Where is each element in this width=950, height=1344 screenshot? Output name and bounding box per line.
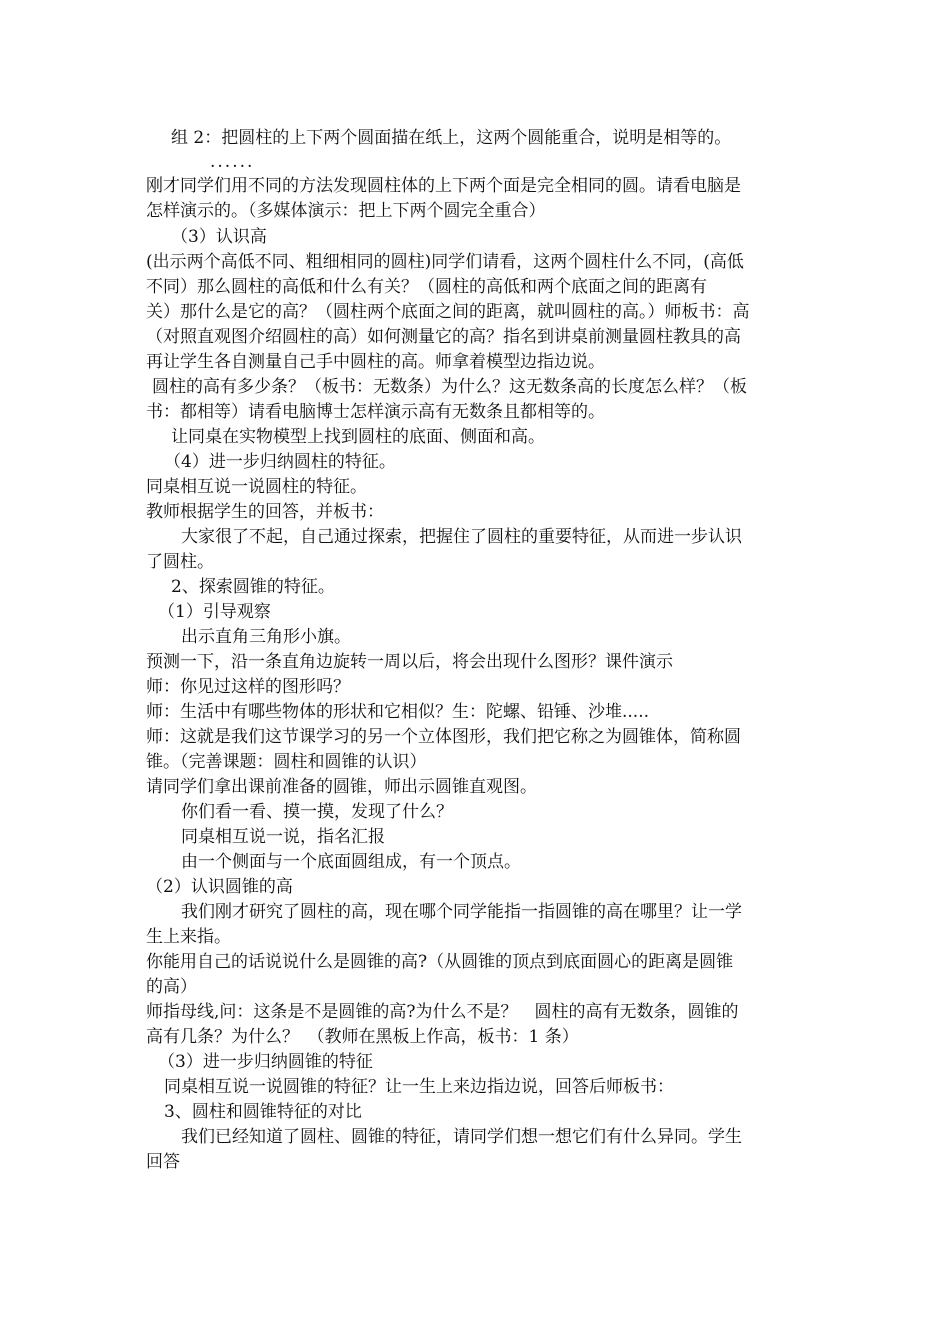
text-line: 大家很了不起，自己通过探索，把握住了圆柱的重要特征，从而进一步认识 <box>181 527 742 547</box>
text-line: 怎样演示的。（多媒体演示：把上下两个圆完全重合） <box>146 201 546 221</box>
text-line: 你能用自己的话说说什么是圆锥的高?（从圆锥的顶点到底面圆心的距离是圆锥 <box>146 952 734 972</box>
section-heading: 2、探索圆锥的特征。 <box>171 577 335 597</box>
text-line: (出示两个高低不同、粗细相同的圆柱)同学们请看，这两个圆柱什么不同，(高低 <box>146 252 744 272</box>
text-line: 关）那什么是它的高？（圆柱两个底面之间的距离，就叫圆柱的高。）师板书：高 <box>146 302 750 322</box>
text-line: 师：这就是我们这节课学习的另一个立体图形，我们把它称之为圆锥体，简称圆 <box>146 727 741 747</box>
text-line: 回答 <box>146 1152 180 1172</box>
text-line: 组 2：把圆柱的上下两个圆面描在纸上，这两个圆能重合，说明是相等的。 <box>171 128 732 148</box>
section-heading: （2）认识圆锥的高 <box>146 877 293 897</box>
ellipsis-line: ...... <box>210 152 255 172</box>
text-line: 同桌相互说一说圆锥的特征？让一生上来边指边说，回答后师板书： <box>164 1077 674 1097</box>
text-line: 你们看一看、摸一摸，发现了什么？ <box>181 802 453 822</box>
text-line: 预测一下，沿一条直角边旋转一周以后，将会出现什么图形？课件演示 <box>146 652 673 672</box>
text-line: 锥。（完善课题：圆柱和圆锥的认识） <box>146 752 427 772</box>
text-line: 不同）那么圆柱的高低和什么有关？（圆柱的高低和两个底面之间的距离有 <box>146 277 707 297</box>
text-line: 书：都相等）请看电脑博士怎样演示高有无数条且都相等的。 <box>146 402 605 422</box>
text-line: 再让学生各自测量自己手中圆柱的高。师拿着模型边指边说。 <box>146 352 605 372</box>
text-line: 请同学们拿出课前准备的圆锥，师出示圆锥直观图。 <box>146 777 537 797</box>
text-line: 刚才同学们用不同的方法发现圆柱体的上下两个面是完全相同的圆。请看电脑是 <box>146 176 741 196</box>
text-line: 生上来指。 <box>146 927 231 947</box>
section-heading: （3）认识高 <box>171 227 267 247</box>
text-line: 我们刚才研究了圆柱的高，现在哪个同学能指一指圆锥的高在哪里？让一学 <box>181 902 742 922</box>
section-heading: （1）引导观察 <box>158 602 271 622</box>
text-line: （对照直观图介绍圆柱的高）如何测量它的高？指名到讲桌前测量圆柱教具的高 <box>146 327 741 347</box>
text-line: 由一个侧面与一个底面圆组成，有一个顶点。 <box>181 852 521 872</box>
text-line: 教师根据学生的回答，并板书： <box>146 502 384 522</box>
text-line: 师指母线,问：这条是不是圆锥的高?为什么不是？ 圆柱的高有无数条，圆锥的 <box>146 1002 739 1022</box>
text-line: 同桌相互说一说圆柱的特征。 <box>146 477 367 497</box>
section-heading: （3）进一步归纳圆锥的特征 <box>158 1052 373 1072</box>
text-line: 的高） <box>146 977 197 997</box>
text-line: 师：生活中有哪些物体的形状和它相似？生：陀螺、铅锤、沙堆..... <box>146 702 650 722</box>
text-line: 出示直角三角形小旗。 <box>181 627 351 647</box>
text-line: 让同桌在实物模型上找到圆柱的底面、侧面和高。 <box>171 427 545 447</box>
section-heading: （4）进一步归纳圆柱的特征。 <box>164 452 396 472</box>
text-line: 圆柱的高有多少条？（板书：无数条）为什么？这无数条高的长度怎么样？（板 <box>152 377 747 397</box>
section-heading: 3、圆柱和圆锥特征的对比 <box>164 1102 362 1122</box>
text-line: 了圆柱。 <box>146 552 214 572</box>
text-line: 师：你见过这样的图形吗？ <box>146 677 350 697</box>
text-line: 高有几条？为什么？ （教师在黑板上作高，板书：1 条） <box>146 1027 579 1047</box>
text-line: 同桌相互说一说，指名汇报 <box>181 827 385 847</box>
text-line: 我们已经知道了圆柱、圆锥的特征，请同学们想一想它们有什么异同。学生 <box>181 1127 742 1147</box>
